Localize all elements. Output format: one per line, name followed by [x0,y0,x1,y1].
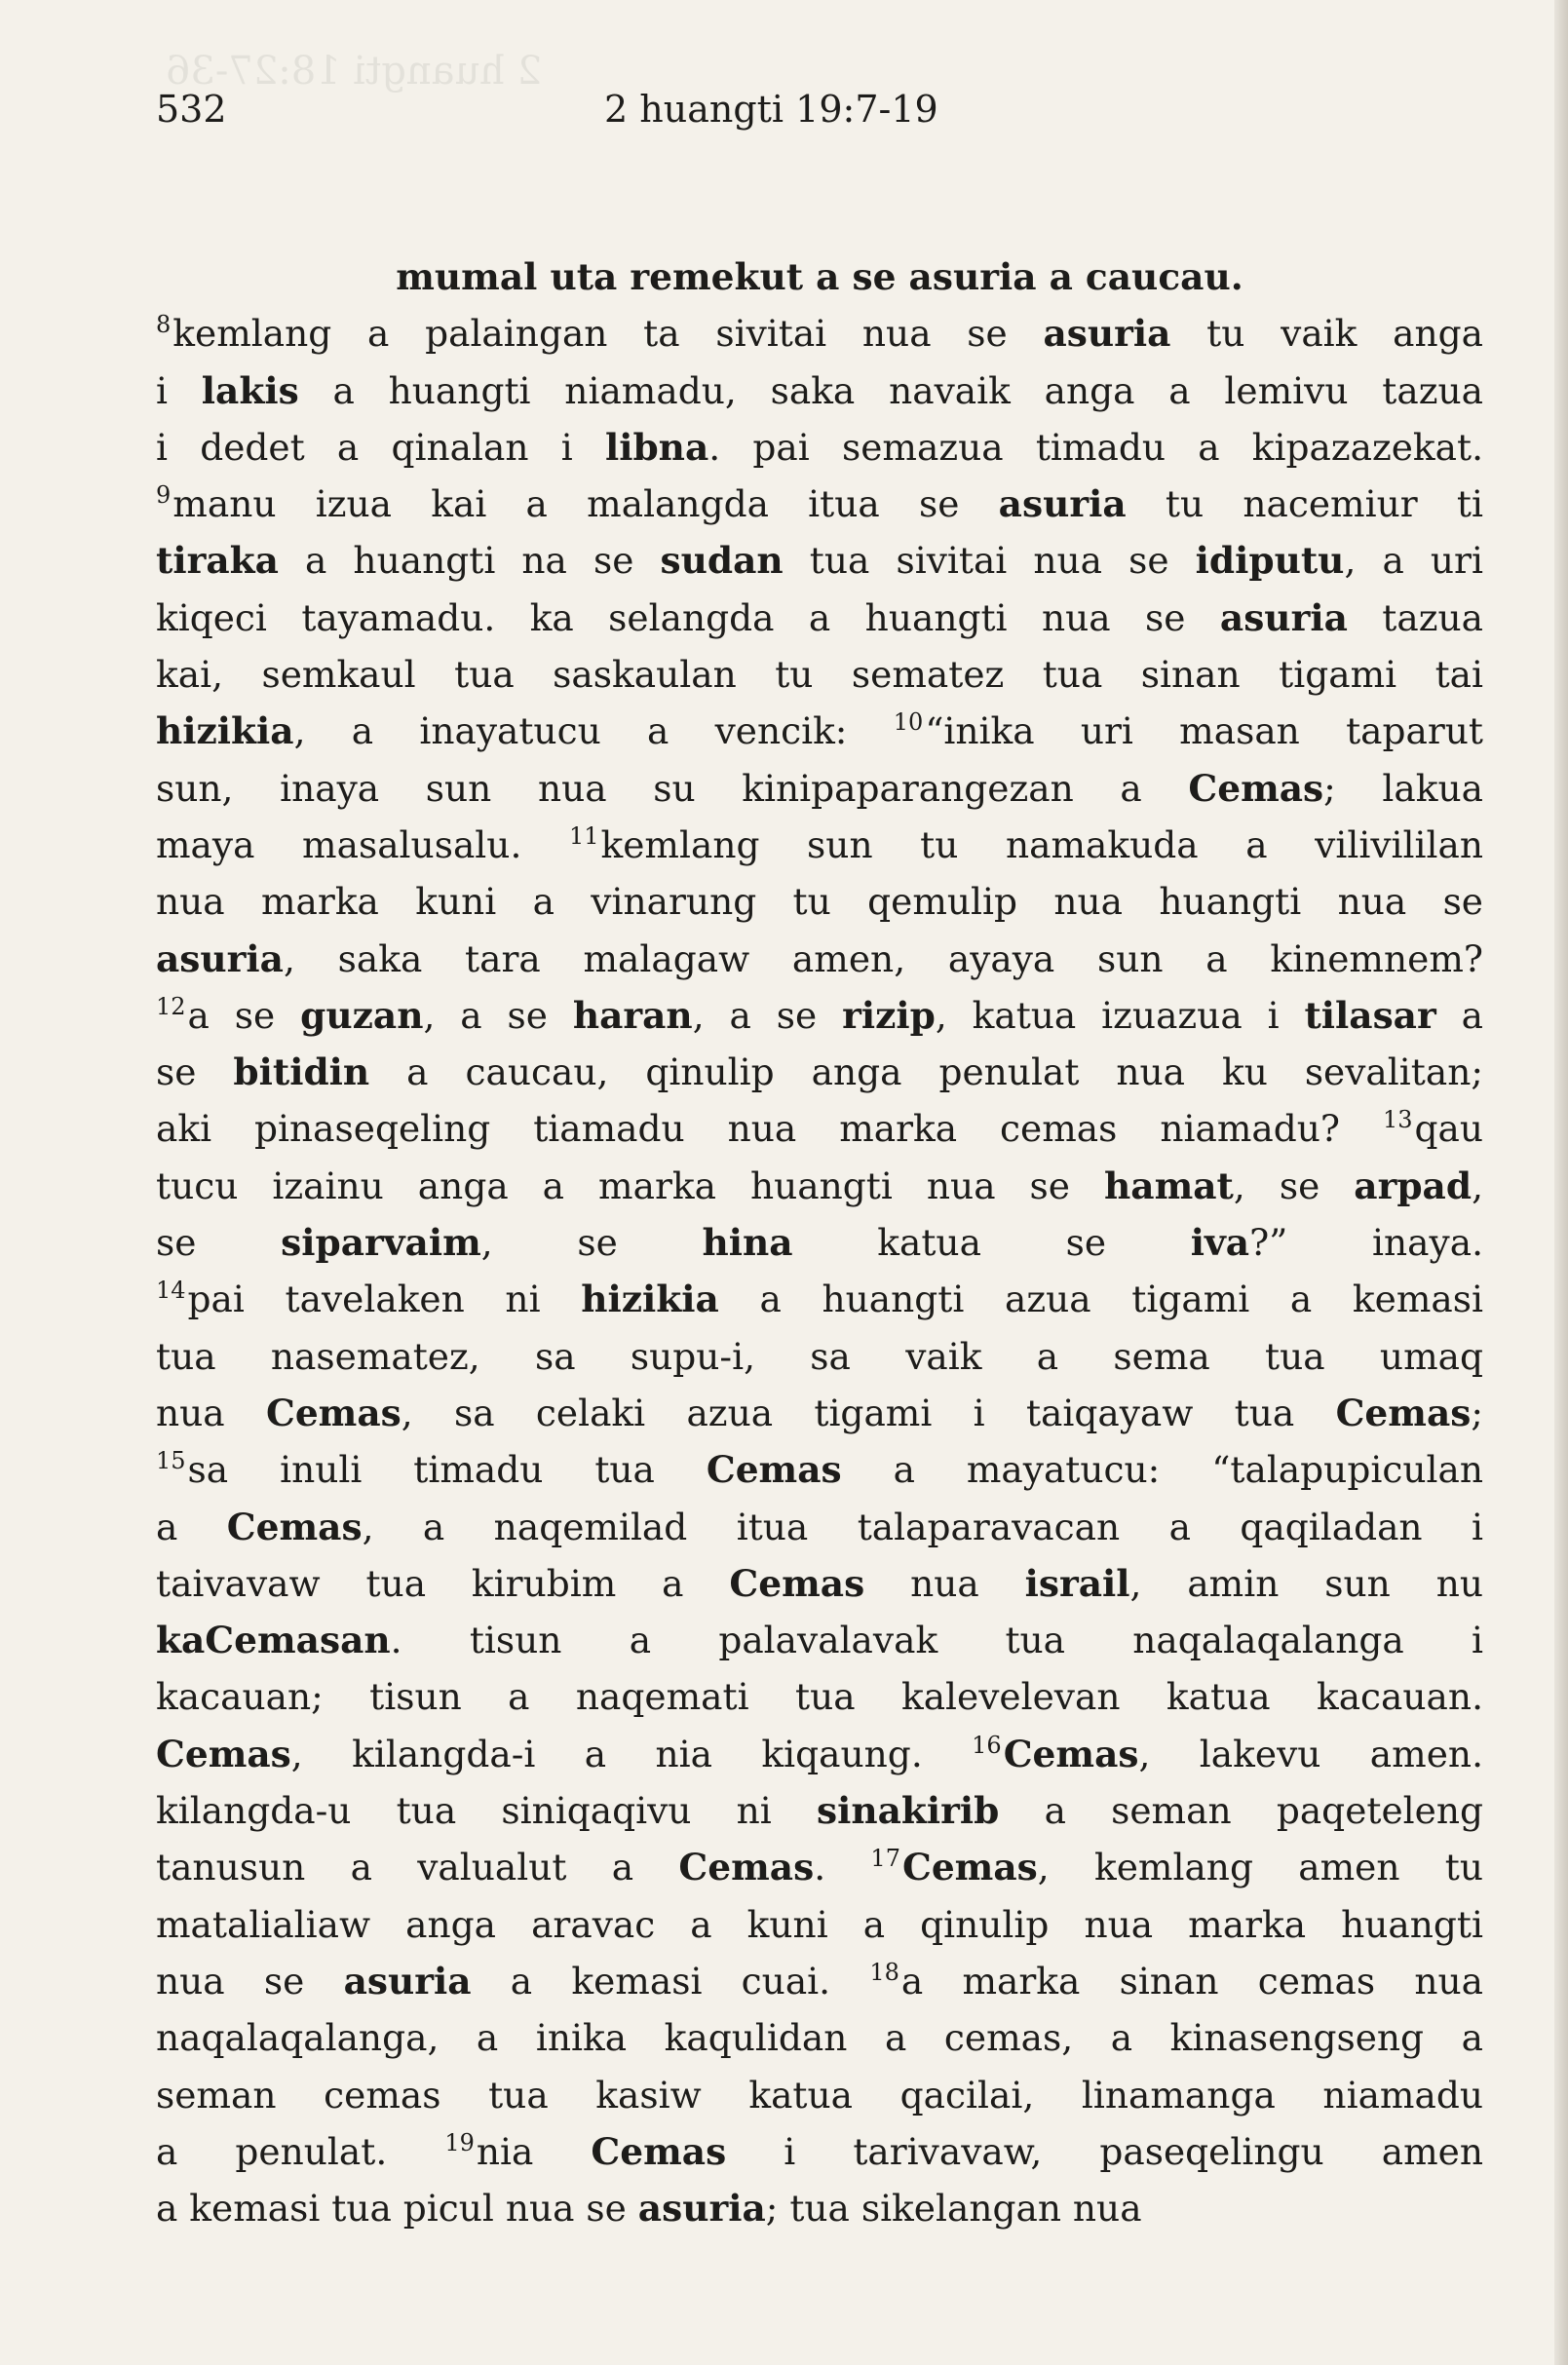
text-segment: , [1472,1163,1483,1207]
emphasized-word: israil [1024,1561,1130,1605]
text-line [156,1953,1483,2009]
text-segment: , kemlang amen tu [1037,1846,1484,1889]
emphasized-word: Cemas [1188,766,1324,810]
text-line [156,1668,1483,1725]
emphasized-word: asuria [998,482,1127,526]
text-line [156,817,1483,873]
emphasized-word: idiputu [1195,539,1345,583]
text-line [156,1839,1483,1895]
text-line [156,2123,1483,2180]
emphasized-word: Cemas [591,2129,727,2173]
text-segment: , a uri [1344,539,1483,583]
text-segment: a huangti azua tigami a kemasi [718,1278,1483,1321]
text-segment: tucu izainu anga a marka huangti nua se [156,1163,1105,1207]
text-line [156,2009,1483,2066]
emphasized-word: iva [1190,1221,1250,1265]
text-segment: tu vaik anga [1170,312,1483,356]
emphasized-word: libna [604,425,709,469]
text-segment: , se [1233,1163,1355,1207]
emphasized-word: bitidin [233,1050,370,1094]
scripture-text [156,248,1483,2236]
text-line [156,1158,1483,1214]
text-segment: tanusun a valualut a [156,1846,679,1889]
text-line [156,703,1483,759]
text-segment: , se [480,1221,703,1265]
text-segment: . pai semazua timadu a kipazazekat. [708,425,1483,469]
text-line [156,1896,1483,1953]
emphasized-word: asuria [1219,595,1348,639]
text-line [156,305,1483,362]
bleed-through-text: 2 huangti 18:27-36 [166,49,543,94]
verse-number: 18 [869,1958,899,1986]
emphasized-word: mumal uta remekut a se asuria a caucau. [396,255,1243,298]
emphasized-word: Cemas [226,1505,363,1548]
text-segment: matalialiaw anga aravac a kuni a qinulip nua marka huangti [156,1902,1483,1946]
emphasized-word: asuria [1043,312,1171,356]
verse-number: 15 [156,1447,186,1475]
text-segment: a mayatucu: “talapupiculan [841,1448,1483,1492]
text-line [156,873,1483,930]
text-segment: tua nasematez, sa supu-i, sa vaik a sema tua umaq [156,1334,1483,1378]
text-segment: nua [156,1391,266,1434]
text-segment: , kilangda-i a nia kiqaung. [290,1732,973,1775]
text-segment: . [814,1846,871,1889]
emphasized-word: asuria [156,936,284,980]
text-line [156,248,1483,305]
text-segment: nua marka kuni a vinarung tu qemulip nua huangti nua se [156,880,1483,924]
emphasized-word: asuria [637,2187,766,2231]
text-segment: a [156,1505,227,1548]
emphasized-word: hamat [1104,1163,1234,1207]
text-segment: tazua [1347,595,1483,639]
verse-number: 19 [444,2128,475,2156]
verse-number: 9 [156,481,172,510]
text-line [156,1100,1483,1157]
text-line [156,476,1483,532]
emphasized-word: Cemas [706,1448,842,1492]
emphasized-word: sinakirib [817,1789,1000,1833]
text-segment: a marka sinan cemas nua [900,1959,1483,2003]
emphasized-word: Cemas [1003,1732,1139,1775]
chapter-reference: 2 huangti 19:7-19 [604,88,938,131]
text-line [156,1328,1483,1385]
emphasized-word: asuria [343,1959,472,2003]
text-segment: a se [187,993,301,1037]
text-segment: . tisun a palavalavak tua naqalaqalanga i [390,1619,1483,1662]
text-segment: sun, inaya sun nua su kinipaparangezan a [156,766,1189,810]
text-segment: , katua izuazua i [935,993,1305,1037]
text-segment: seman cemas tua kasiw katua qacilai, linamanga niamadu [156,2073,1483,2117]
text-segment: a huangti na se [278,539,661,583]
text-line [156,1441,1483,1498]
text-segment: taivavaw tua kirubim a [156,1561,730,1605]
text-segment: nua se [156,1959,344,2003]
text-line [156,1782,1483,1839]
text-segment: maya masalusalu. [156,822,569,866]
text-segment: i [156,368,202,412]
text-line [156,646,1483,703]
emphasized-word: Cemas [901,1846,1038,1889]
text-line [156,1726,1483,1782]
text-segment: nua [864,1561,1025,1605]
emphasized-word: Cemas [1335,1391,1472,1434]
text-segment: tua sivitai nua se [783,539,1196,583]
verse-number: 14 [156,1277,186,1305]
emphasized-word: tiraka [156,539,279,583]
text-segment: sa inuli timadu tua [187,1448,707,1492]
text-segment: ?” inaya. [1249,1221,1484,1265]
text-segment: i tarivavaw, paseqelingu amen [726,2129,1483,2173]
running-head [156,88,1481,146]
text-segment: a kemasi cuai. [471,1959,870,2003]
page-number: 532 [156,88,227,131]
text-segment: qau [1414,1107,1483,1151]
page-edge [1554,0,1568,2365]
text-line [156,419,1483,476]
emphasized-word: hizikia [581,1278,719,1321]
text-line [156,1271,1483,1327]
text-line [156,1612,1483,1668]
text-segment: kemlang a palaingan ta sivitai nua se [172,312,1044,356]
text-segment: manu izua kai a malangda itua se [172,482,999,526]
text-segment: naqalaqalanga, a inika kaqulidan a cemas, a kinasengseng a [156,2016,1483,2060]
text-segment: a caucau, qinulip anga penulat nua ku sevalitan; [369,1050,1483,1094]
emphasized-word: haran [572,993,693,1037]
emphasized-word: hizikia [156,709,294,753]
text-segment: kiqeci tayamadu. ka selangda a huangti nua se [156,595,1220,639]
emphasized-word: Cemas [156,1732,291,1775]
text-segment: a huangti niamadu, saka navaik anga a lemivu tazua [298,368,1483,412]
text-segment: , sa celaki azua tigami i taiqayaw tua [401,1391,1336,1434]
verse-number: 16 [972,1731,1002,1759]
emphasized-word: tilasar [1304,993,1436,1037]
emphasized-word: hina [702,1221,793,1265]
text-segment: , a se [423,993,573,1037]
text-segment: ; tua sikelangan nua [765,2187,1142,2231]
emphasized-word: guzan [300,993,424,1037]
text-segment: a [1435,993,1483,1037]
text-segment: kacauan; tisun a naqemati tua kalevelevan katua kacauan. [156,1675,1483,1719]
text-segment: , a se [692,993,843,1037]
text-segment: aki pinaseqeling tiamadu nua marka cemas niamadu? [156,1107,1383,1151]
emphasized-word: arpad [1354,1163,1472,1207]
text-line [156,362,1483,419]
text-segment: , lakevu amen. [1138,1732,1483,1775]
verse-number: 17 [870,1845,900,1873]
text-line [156,987,1483,1044]
emphasized-word: siparvaim [281,1221,481,1265]
text-segment: , a inayatucu a vencik: [293,709,894,753]
text-line [156,1044,1483,1100]
verse-number: 11 [568,821,599,850]
text-segment: a penulat. [156,2129,445,2173]
text-line [156,590,1483,646]
text-segment: se [156,1050,234,1094]
text-line [156,931,1483,987]
text-segment: “inika uri masan taparut [925,709,1483,753]
text-line [156,2180,1483,2236]
text-segment: kemlang sun tu namakuda a vilivililan [600,822,1483,866]
text-segment: katua se [792,1221,1191,1265]
text-line [156,760,1483,817]
emphasized-word: Cemas [265,1391,402,1434]
text-segment: tu nacemiur ti [1126,482,1483,526]
text-segment: nia [476,2129,592,2173]
text-segment: , a naqemilad itua talaparavacan a qaqiladan i [362,1505,1483,1548]
emphasized-word: lakis [201,368,299,412]
text-line [156,1214,1483,1271]
emphasized-word: rizip [842,993,936,1037]
emphasized-word: Cemas [729,1561,865,1605]
text-line [156,1555,1483,1612]
text-line [156,2067,1483,2123]
emphasized-word: Cemas [678,1846,815,1889]
text-segment: ; [1471,1391,1483,1434]
text-line [156,1499,1483,1555]
text-segment: a seman paqeteleng [999,1789,1483,1833]
verse-number: 13 [1382,1106,1413,1134]
verse-number: 10 [893,708,924,737]
text-segment: i dedet a qinalan i [156,425,605,469]
text-segment: kai, semkaul tua saskaulan tu sematez tua sinan tigami tai [156,653,1483,697]
verse-number: 12 [156,992,186,1020]
text-segment: se [156,1221,282,1265]
text-segment: , amin sun nu [1129,1561,1483,1605]
text-segment: a kemasi tua picul nua se [156,2187,638,2231]
text-segment: pai tavelaken ni [187,1278,582,1321]
text-segment: kilangda-u tua siniqaqivu ni [156,1789,817,1833]
text-segment: , saka tara malagaw amen, ayaya sun a kinemnem? [283,936,1483,980]
emphasized-word: sudan [660,539,784,583]
verse-number: 8 [156,311,172,339]
text-segment: ; lakua [1323,766,1484,810]
text-line [156,1385,1483,1441]
text-line [156,532,1483,589]
emphasized-word: kaCemasan [156,1619,391,1662]
